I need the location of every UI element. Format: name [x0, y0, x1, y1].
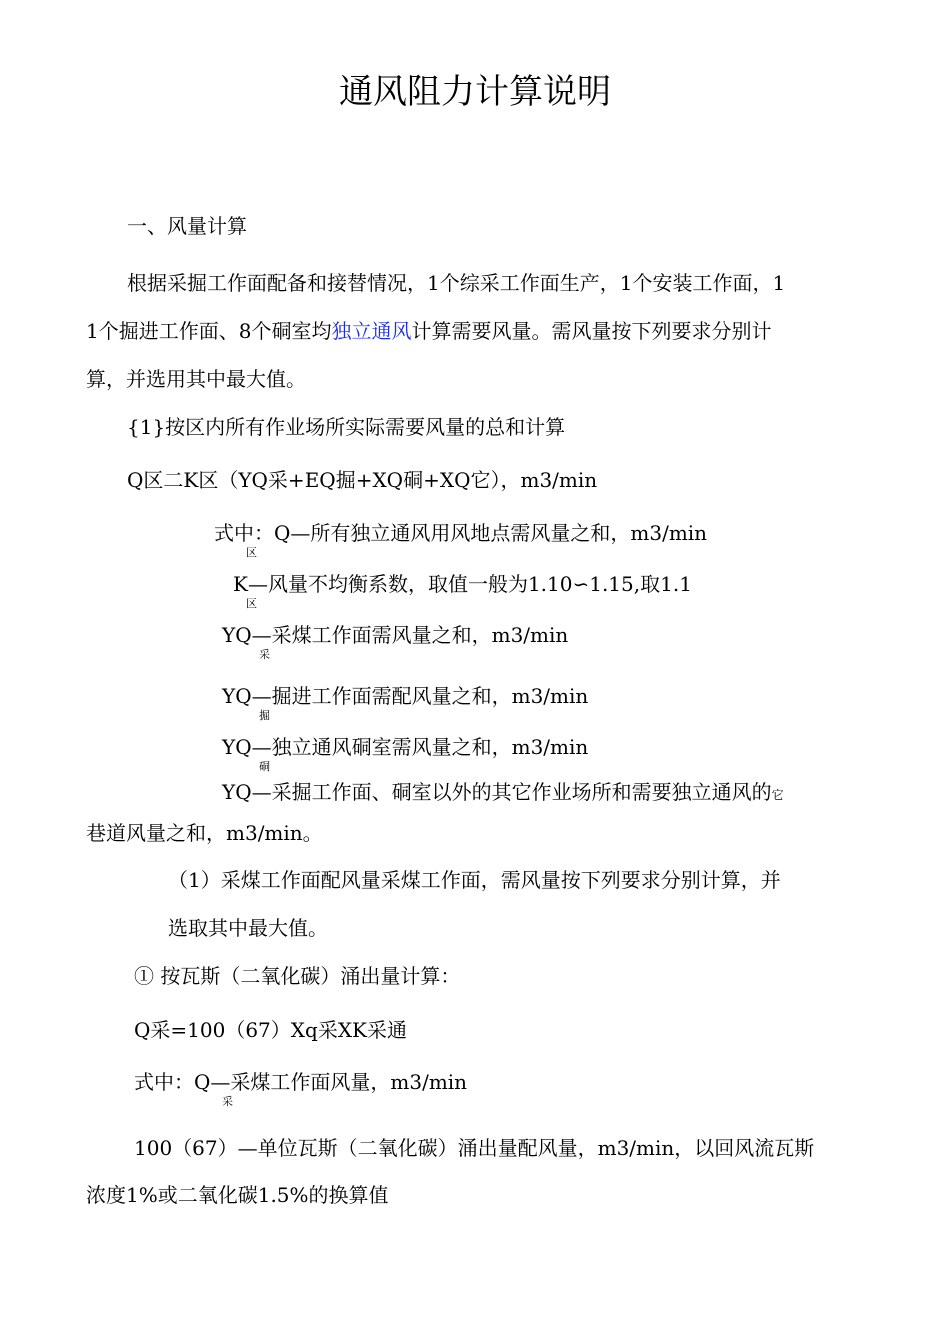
- subscript-mining: 采: [259, 648, 270, 661]
- item-1-line-2: 选取其中最大值。: [168, 916, 328, 940]
- rule-1: {1}按区内所有作业场所实际需要风量的总和计算: [127, 415, 566, 439]
- section-heading: 一、风量计算: [127, 214, 247, 238]
- item-1-line-1: （1）采煤工作面配风量采煤工作面，需风量按下列要求分别计算，并: [168, 868, 781, 892]
- definition-q-mining: 式中：Q—采煤工作面风量，m3/min: [134, 1070, 468, 1094]
- subscript-mining-2: 采: [222, 1095, 233, 1108]
- subscript-other: 它: [771, 788, 784, 802]
- definition-other-text: YQ—采掘工作面、硐室以外的其它作业场所和需要独立通风的: [222, 780, 772, 804]
- method-1: ① 按瓦斯（二氧化碳）涌出量计算：: [134, 964, 461, 988]
- formula-mining-airflow: Q采=100（67）Xq采XK采通: [134, 1018, 407, 1042]
- definition-other-line-2: 巷道风量之和，m3/min。: [86, 821, 323, 845]
- definition-chamber: YQ—独立通风硐室需风量之和，m3/min: [222, 735, 589, 759]
- intro-line-3: 算，并选用其中最大值。: [86, 367, 306, 391]
- independent-ventilation-link[interactable]: 独立通风: [331, 319, 412, 343]
- intro-line-2-post: 计算需要风量。需风量按下列要求分别计: [411, 319, 772, 343]
- definition-mining-face: YQ—采煤工作面需风量之和，m3/min: [222, 623, 569, 647]
- intro-line-2-pre: 1个掘进工作面、8个硐室均: [86, 319, 332, 343]
- subscript-chamber: 硐: [259, 760, 270, 773]
- document-title: 通风阻力计算说明: [339, 72, 611, 112]
- intro-line-2: [86, 318, 771, 344]
- definition-k-zone: K—风量不均衡系数，取值一般为1.10∽1.15,取1.1: [233, 572, 692, 596]
- intro-line-1: 根据采掘工作面配备和接替情况，1个综采工作面生产，1个安装工作面，1: [127, 271, 786, 295]
- subscript-zone: 区: [246, 546, 257, 559]
- definition-unit-gas-line-2: 浓度1%或二氧化碳1.5%的换算值: [86, 1183, 389, 1207]
- subscript-heading: 掘: [259, 709, 270, 722]
- definition-heading-face: YQ—掘进工作面需配风量之和，m3/min: [222, 684, 589, 708]
- definition-unit-gas-line-1: 100（67）—单位瓦斯（二氧化碳）涌出量配风量，m3/min，以回风流瓦斯: [134, 1136, 815, 1160]
- formula-total-airflow: Q区二K区（YQ采+EQ掘+XQ硐+XQ它），m3/min: [127, 468, 598, 492]
- definition-other-line-1: [222, 779, 784, 808]
- subscript-zone-k: 区: [246, 597, 257, 610]
- definition-q-zone: 式中：Q—所有独立通风用风地点需风量之和，m3/min: [214, 521, 708, 545]
